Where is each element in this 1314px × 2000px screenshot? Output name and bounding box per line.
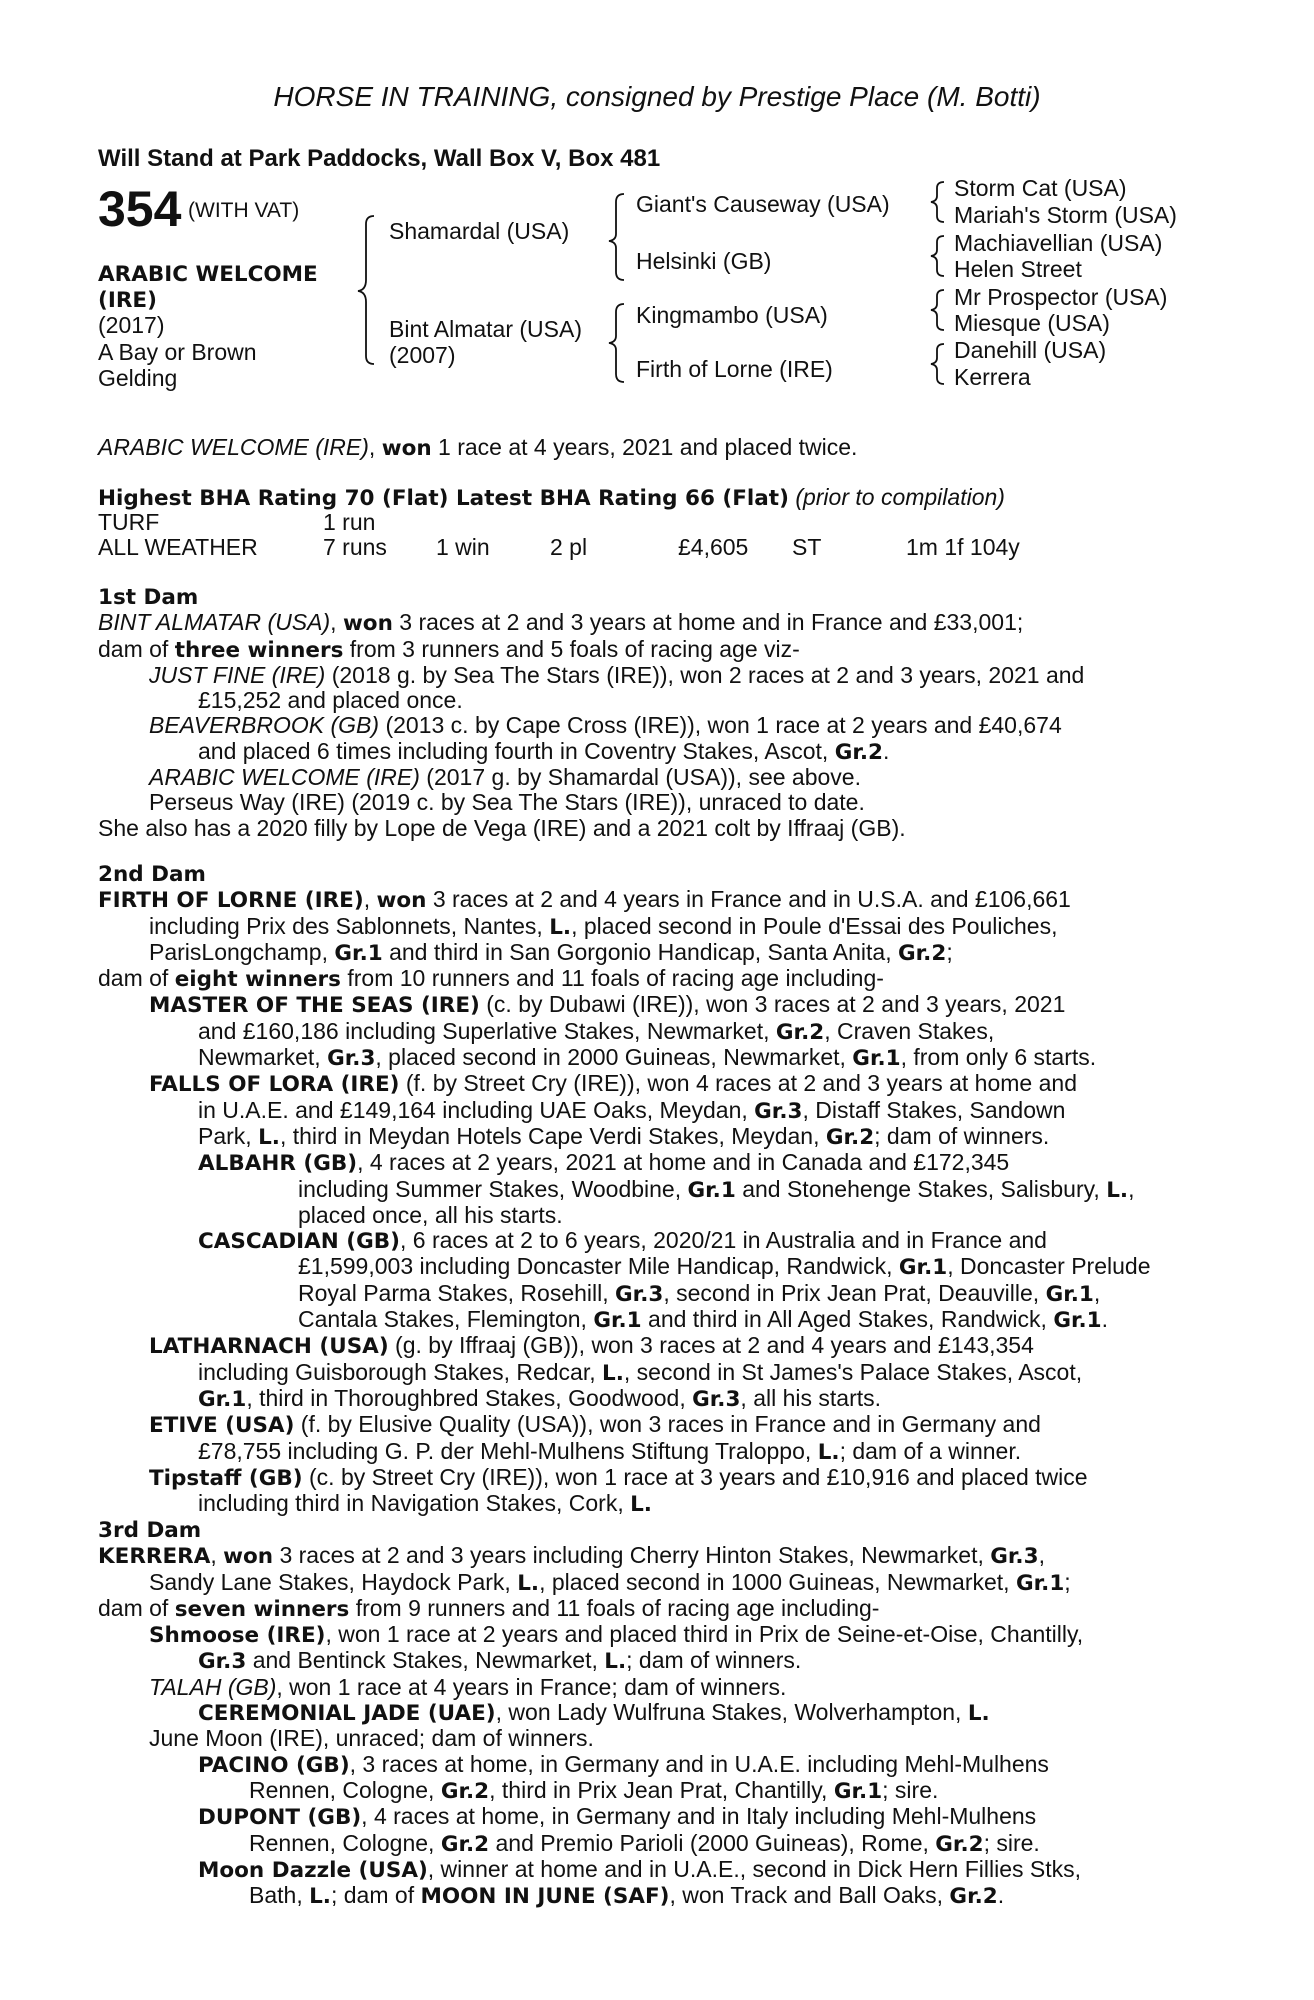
second-dam-line xyxy=(98,914,1196,940)
grade: Gr.1 xyxy=(898,1255,948,1281)
grade: Gr.1 xyxy=(852,1046,901,1072)
text: Cantala Stakes, Flemington, xyxy=(298,1306,594,1333)
text: from 3 runners and 5 foals of racing age viz- xyxy=(343,635,800,662)
produce-name: ARABIC WELCOME (IRE) xyxy=(149,764,420,791)
summary-won: won xyxy=(381,436,432,461)
text: Royal Parma Stakes, Rosehill, xyxy=(298,1279,616,1306)
text: , won Track and Ball Oaks, xyxy=(669,1882,950,1909)
text: including third in Navigation Stakes, Cork, xyxy=(198,1490,631,1517)
text: , Craven Stakes, xyxy=(824,1017,995,1044)
produce-entry-cont xyxy=(98,1831,1196,1857)
text: dam of xyxy=(98,1594,175,1621)
pedigree-sire: Shamardal (USA) xyxy=(389,218,570,244)
text: , third in Thoroughbred Stakes, Goodwood, xyxy=(246,1384,693,1411)
horse-name-suffix: (IRE) xyxy=(98,288,157,313)
text: and third in All Aged Stakes, Randwick, xyxy=(641,1306,1054,1333)
text: (2017 g. by Shamardal (USA)), see above. xyxy=(419,764,861,791)
text: and Stonehenge Stakes, Salisbury, xyxy=(735,1175,1107,1202)
text: , 3 races at home, in Germany and in U.A.E. including Mehl-Mulhens xyxy=(349,1750,1049,1777)
produce-entry-cont xyxy=(98,1098,1196,1124)
text: from 10 runners and 11 foals of racing age including- xyxy=(340,965,884,992)
text: ; xyxy=(946,938,953,965)
third-dam-line: KERRERA, won 3 races at 2 and 3 years including Cherry Hinton Stakes, Newmarket, Gr.3, xyxy=(98,1542,1045,1570)
text: , won Lady Wulfruna Stakes, Wolverhampton, xyxy=(495,1699,968,1726)
grade: Gr.1 xyxy=(833,1778,883,1804)
text: , 4 races at home, in Germany and in Italy including Mehl-Mulhens xyxy=(361,1803,1037,1830)
text: £78,755 including G. P. der Mehl-Mulhens Stiftung Traloppo, xyxy=(198,1437,818,1464)
winners-count: seven winners xyxy=(174,1596,350,1622)
text: 3 races at 2 and 3 years including Cherry Hinton Stakes, Newmarket, xyxy=(273,1542,991,1569)
text: from 9 runners and 11 foals of racing age including- xyxy=(349,1594,880,1621)
won-label: won xyxy=(342,611,393,637)
text: , 4 races at 2 years, 2021 at home and in Canada and £172,345 xyxy=(357,1149,1010,1176)
grade: L. xyxy=(630,1492,652,1518)
text: Newmarket, xyxy=(198,1044,328,1071)
text: Rennen, Cologne, xyxy=(249,1829,441,1856)
text: in U.A.E. and £149,164 including UAE Oaks, Meydan, xyxy=(198,1096,755,1123)
text: (2018 g. by Sea The Stars (IRE)), won 2 races at 2 and 3 years, 2021 and xyxy=(325,661,1085,688)
text: , all his starts. xyxy=(740,1384,882,1411)
grade: L. xyxy=(967,1701,990,1727)
page-header: HORSE IN TRAINING, consigned by Prestige Place (M. Botti) xyxy=(273,81,1041,112)
horse-description: A Bay or Brown xyxy=(98,339,257,365)
produce-entry: June Moon (IRE), unraced; dam of winners. xyxy=(149,1725,594,1752)
stats-st: ST xyxy=(792,534,822,560)
text: Park, xyxy=(198,1122,259,1149)
text: , winner at home and in U.A.E., second in Dick Hern Fillies Stks, xyxy=(427,1855,1081,1882)
pedigree-g8: Kerrera xyxy=(954,364,1031,390)
first-dam-section xyxy=(98,585,1196,841)
produce-entry-cont xyxy=(98,1177,1196,1203)
text: ; dam of winners. xyxy=(874,1122,1050,1149)
grade: Gr.3 xyxy=(692,1386,741,1412)
produce-name: FALLS OF LORA (IRE) xyxy=(149,1072,400,1098)
stats-surface: TURF xyxy=(98,509,160,535)
produce-name: Moon Dazzle (USA) xyxy=(198,1857,428,1883)
produce-entry-cont xyxy=(98,1648,1196,1674)
grade: Gr.1 xyxy=(334,940,383,966)
text: dam of xyxy=(98,965,175,992)
horse-name: ARABIC WELCOME xyxy=(98,262,318,287)
text: , won 1 race at 4 years in France; dam of winners. xyxy=(276,1673,787,1700)
text: , 6 races at 2 to 6 years, 2020/21 in Australia and in France and xyxy=(399,1227,1047,1254)
dam-name: KERRERA xyxy=(98,1544,211,1570)
text: ; sire. xyxy=(882,1776,939,1803)
text: including Guisborough Stakes, Redcar, xyxy=(198,1358,603,1385)
text: Sandy Lane Stakes, Haydock Park, xyxy=(149,1568,518,1595)
text: . xyxy=(883,737,890,764)
grade: Gr.2 xyxy=(440,1831,490,1857)
text: ParisLongchamp, xyxy=(149,938,335,965)
text: and third in San Gorgonio Handicap, Santa Anita, xyxy=(382,938,898,965)
text: , xyxy=(1093,1279,1101,1306)
text: , placed second in Poule d'Essai des Pouliches, xyxy=(571,912,1058,939)
grade: L. xyxy=(602,1360,624,1386)
produce-entry xyxy=(98,765,1196,790)
produce-name: Shmoose (IRE) xyxy=(149,1623,326,1649)
text: , won 1 race at 2 years and placed third in Prix de Seine-et-Oise, Chantilly, xyxy=(325,1621,1084,1648)
second-dam-line: FIRTH OF LORNE (IRE), won 3 races at 2 and 4 years in France and in U.S.A. and £106,661 xyxy=(98,886,1071,914)
produce-entry xyxy=(98,1333,1196,1359)
grade: Gr.1 xyxy=(593,1308,642,1334)
pedigree-sire-dam: Helsinki (GB) xyxy=(636,248,772,274)
text: ; xyxy=(1064,1568,1071,1595)
produce-entry xyxy=(98,1465,1196,1491)
grade: Gr.1 xyxy=(1015,1570,1065,1596)
text: , third in Prix Jean Prat, Chantilly, xyxy=(489,1776,834,1803)
stats-wins: 1 win xyxy=(436,534,490,560)
grade: L. xyxy=(549,914,572,940)
lot-number: 354 xyxy=(98,181,182,237)
produce-entry-cont xyxy=(98,1439,1196,1465)
produce-entry xyxy=(98,992,1196,1018)
grade: Gr.3 xyxy=(990,1544,1039,1570)
produce-entry: Perseus Way (IRE) (2019 c. by Sea The Stars (IRE)), unraced to date. xyxy=(149,789,865,816)
second-dam-section xyxy=(98,862,1196,1517)
text: , xyxy=(1128,1175,1135,1202)
text: , placed second in 2000 Guineas, Newmarket, xyxy=(375,1044,853,1071)
produce-name: CASCADIAN (GB) xyxy=(198,1229,400,1255)
text: including Summer Stakes, Woodbine, xyxy=(298,1175,688,1202)
rating-label: Highest BHA Rating 70 (Flat) Latest BHA Rating 66 (Flat) xyxy=(98,486,789,511)
text: ; sire. xyxy=(983,1829,1040,1856)
text: (f. by Elusive Quality (USA)), won 3 races in France and in Germany and xyxy=(294,1411,1041,1438)
produce-entry-cont xyxy=(98,1778,1196,1804)
grade: L. xyxy=(1106,1177,1129,1203)
grade: Gr.3 xyxy=(198,1649,247,1675)
text: . xyxy=(1101,1306,1109,1333)
text: £1,599,003 including Doncaster Mile Handicap, Randwick, xyxy=(298,1253,899,1280)
grade: Gr.2 xyxy=(825,1124,875,1150)
produce-entry xyxy=(98,1700,1196,1726)
produce-name: ALBAHR (GB) xyxy=(198,1151,358,1177)
pedigree-g7: Danehill (USA) xyxy=(954,337,1107,363)
produce-entry xyxy=(98,663,1196,688)
won-label: won xyxy=(223,1544,274,1570)
grade: Gr.3 xyxy=(327,1046,376,1072)
text: (g. by Iffraaj (GB)), won 3 races at 2 and 4 years and £143,354 xyxy=(388,1332,1034,1359)
second-dam-line xyxy=(98,940,1196,966)
grade: L. xyxy=(604,1649,627,1675)
produce-entry xyxy=(98,1412,1196,1438)
text: (c. by Dubawi (IRE)), won 3 races at 2 and 3 years, 2021 xyxy=(479,991,1066,1018)
produce-name: ETIVE (USA) xyxy=(149,1413,295,1439)
second-dam-title: 2nd Dam xyxy=(98,862,206,887)
stats-surface: ALL WEATHER xyxy=(98,534,258,560)
rating-note: (prior to compilation) xyxy=(795,484,1005,510)
text: , xyxy=(1038,1542,1045,1569)
produce-name: MOON IN JUNE (SAF) xyxy=(420,1884,670,1910)
text: including Prix des Sablonnets, Nantes, xyxy=(149,912,550,939)
horse-description-2: Gelding xyxy=(98,365,178,391)
produce-note: She also has a 2020 filly by Lope de Vega (IRE) and a 2021 colt by Iffraaj (GB). xyxy=(98,814,906,841)
stats-runs: 1 run xyxy=(323,509,376,535)
text: and £160,186 including Superlative Stakes, Newmarket, xyxy=(198,1017,776,1044)
dam-name: BINT ALMATAR (USA) xyxy=(98,609,331,636)
stats-distance: 1m 1f 104y xyxy=(906,534,1020,560)
pedigree-g6: Miesque (USA) xyxy=(954,310,1110,336)
third-dam-section xyxy=(98,1518,1196,1909)
race-summary: ARABIC WELCOME (IRE), won 1 race at 4 years, 2021 and placed twice. xyxy=(98,434,858,461)
text: Bath, xyxy=(249,1882,310,1909)
produce-entry xyxy=(98,1150,1196,1176)
produce-name: JUST FINE (IRE) xyxy=(149,661,326,688)
grade: Gr.3 xyxy=(615,1281,664,1307)
produce-entry-cont xyxy=(98,1360,1196,1386)
produce-entry-cont xyxy=(98,1045,1196,1071)
grade: L. xyxy=(309,1884,331,1910)
produce-entry-cont: placed once, all his starts. xyxy=(298,1201,563,1228)
grade: Gr.2 xyxy=(935,1831,984,1857)
text: , from only 6 starts. xyxy=(900,1044,1097,1071)
text: and Bentinck Stakes, Newmarket, xyxy=(246,1647,605,1674)
pedigree-g2: Mariah's Storm (USA) xyxy=(954,202,1177,228)
grade: Gr.2 xyxy=(775,1019,825,1045)
produce-name: Tipstaff (GB) xyxy=(149,1465,303,1491)
pedigree-dam-year: (2007) xyxy=(389,342,456,368)
grade: Gr.1 xyxy=(198,1386,247,1412)
text: 3 races at 2 and 4 years in France and in U.S.A. and £106,661 xyxy=(426,886,1071,913)
produce-name: TALAH (GB) xyxy=(149,1673,277,1700)
produce-entry xyxy=(98,1752,1196,1778)
produce-name: BEAVERBROOK (GB) xyxy=(149,712,380,739)
produce-name: PACINO (GB) xyxy=(198,1752,350,1778)
stats-placed: 2 pl xyxy=(550,534,588,560)
pedigree-g3: Machiavellian (USA) xyxy=(954,230,1163,256)
produce-entry-cont xyxy=(98,1124,1196,1150)
produce-entry-cont xyxy=(98,1307,1196,1333)
pedigree-sire-sire: Giant's Causeway (USA) xyxy=(636,191,890,217)
first-dam-line xyxy=(98,637,1196,663)
produce-entry xyxy=(98,1675,1196,1700)
produce-name: MASTER OF THE SEAS (IRE) xyxy=(149,993,480,1019)
grade: Gr.1 xyxy=(1045,1281,1094,1307)
summary-text: 1 race at 4 years, 2021 and placed twice. xyxy=(431,434,858,460)
grade: Gr.2 xyxy=(898,940,947,966)
third-dam-title: 3rd Dam xyxy=(98,1518,202,1543)
text: 3 races at 2 and 3 years at home and in France and £33,001; xyxy=(392,609,1024,636)
third-dam-line xyxy=(98,1570,1196,1596)
text: ; dam of xyxy=(330,1882,421,1909)
text: , second in Prix Jean Prat, Deauville, xyxy=(663,1279,1046,1306)
won-label: won xyxy=(376,888,427,914)
grade: Gr.2 xyxy=(834,739,883,765)
produce-entry xyxy=(98,1228,1196,1254)
produce-entry xyxy=(98,713,1196,738)
produce-entry-cont xyxy=(98,1883,1196,1909)
produce-entry-cont xyxy=(98,1386,1196,1412)
text: , second in St James's Palace Stakes, Ascot, xyxy=(623,1358,1083,1385)
text: ; dam of winners. xyxy=(626,1647,802,1674)
text: (f. by Street Cry (IRE)), won 4 races at 2 and 3 years at home and xyxy=(399,1070,1077,1097)
text: (2013 c. by Cape Cross (IRE)), won 1 race at 2 years and £40,674 xyxy=(379,712,1062,739)
text: , Doncaster Prelude xyxy=(947,1253,1151,1280)
produce-entry-cont xyxy=(98,1019,1196,1045)
text: and Premio Parioli (2000 Guineas), Rome, xyxy=(489,1829,936,1856)
pedigree-g5: Mr Prospector (USA) xyxy=(954,284,1168,310)
pedigree-dam: Bint Almatar (USA) xyxy=(389,316,582,342)
text: . xyxy=(997,1882,1005,1909)
winners-count: three winners xyxy=(174,637,344,663)
produce-name: CEREMONIAL JADE (UAE) xyxy=(198,1701,496,1727)
produce-entry-cont xyxy=(98,1281,1196,1307)
stats-runs: 7 runs xyxy=(323,534,387,560)
second-dam-line xyxy=(98,966,1196,992)
grade: L. xyxy=(258,1124,280,1150)
grade: Gr.2 xyxy=(949,1884,998,1910)
third-dam-line xyxy=(98,1596,1196,1622)
grade: L. xyxy=(517,1570,540,1596)
grade: L. xyxy=(817,1439,840,1465)
first-dam-title: 1st Dam xyxy=(98,585,199,610)
grade: Gr.2 xyxy=(440,1778,490,1804)
grade: Gr.1 xyxy=(687,1177,736,1203)
produce-entry xyxy=(98,1804,1196,1830)
text: Rennen, Cologne, xyxy=(249,1776,441,1803)
first-dam-line: BINT ALMATAR (USA), won 3 races at 2 and 3 years at home and in France and £33,001; xyxy=(98,609,1024,637)
produce-entry-cont xyxy=(98,1254,1196,1280)
text: and placed 6 times including fourth in Coventry Stakes, Ascot, xyxy=(198,737,835,764)
vat-note: (WITH VAT) xyxy=(188,199,300,222)
produce-entry xyxy=(98,1071,1196,1097)
text: (c. by Street Cry (IRE)), won 1 race at 3 years and £10,916 and placed twice xyxy=(302,1463,1088,1490)
dam-name: FIRTH OF LORNE (IRE) xyxy=(98,888,364,914)
produce-entry-cont: £15,252 and placed once. xyxy=(198,687,463,714)
pedigree-g1: Storm Cat (USA) xyxy=(954,175,1127,201)
produce-entry-cont xyxy=(98,739,1196,765)
bha-rating xyxy=(98,485,1005,511)
produce-entry-cont xyxy=(98,1491,1196,1517)
text: , third in Meydan Hotels Cape Verdi Stakes, Meydan, xyxy=(279,1122,826,1149)
text: , Distaff Stakes, Sandown xyxy=(802,1096,1066,1123)
summary-horse-name: ARABIC WELCOME (IRE) xyxy=(98,434,369,460)
grade: Gr.3 xyxy=(754,1098,803,1124)
grade: Gr.1 xyxy=(1053,1308,1102,1334)
text: dam of xyxy=(98,635,175,662)
text: ; dam of a winner. xyxy=(839,1437,1022,1464)
text: , placed second in 1000 Guineas, Newmarket, xyxy=(539,1568,1016,1595)
stand-location: Will Stand at Park Paddocks, Wall Box V, Box 481 xyxy=(98,145,661,172)
produce-name: DUPONT (GB) xyxy=(198,1805,362,1831)
produce-entry xyxy=(98,1622,1196,1648)
winners-count: eight winners xyxy=(174,967,341,993)
pedigree-dam-sire: Kingmambo (USA) xyxy=(636,302,828,328)
pedigree-g4: Helen Street xyxy=(954,256,1082,282)
pedigree-dam-dam: Firth of Lorne (IRE) xyxy=(636,356,833,382)
produce-entry xyxy=(98,1857,1196,1883)
horse-year: (2017) xyxy=(98,312,165,338)
stats-prize: £4,605 xyxy=(678,534,749,560)
produce-name: LATHARNACH (USA) xyxy=(149,1334,389,1360)
